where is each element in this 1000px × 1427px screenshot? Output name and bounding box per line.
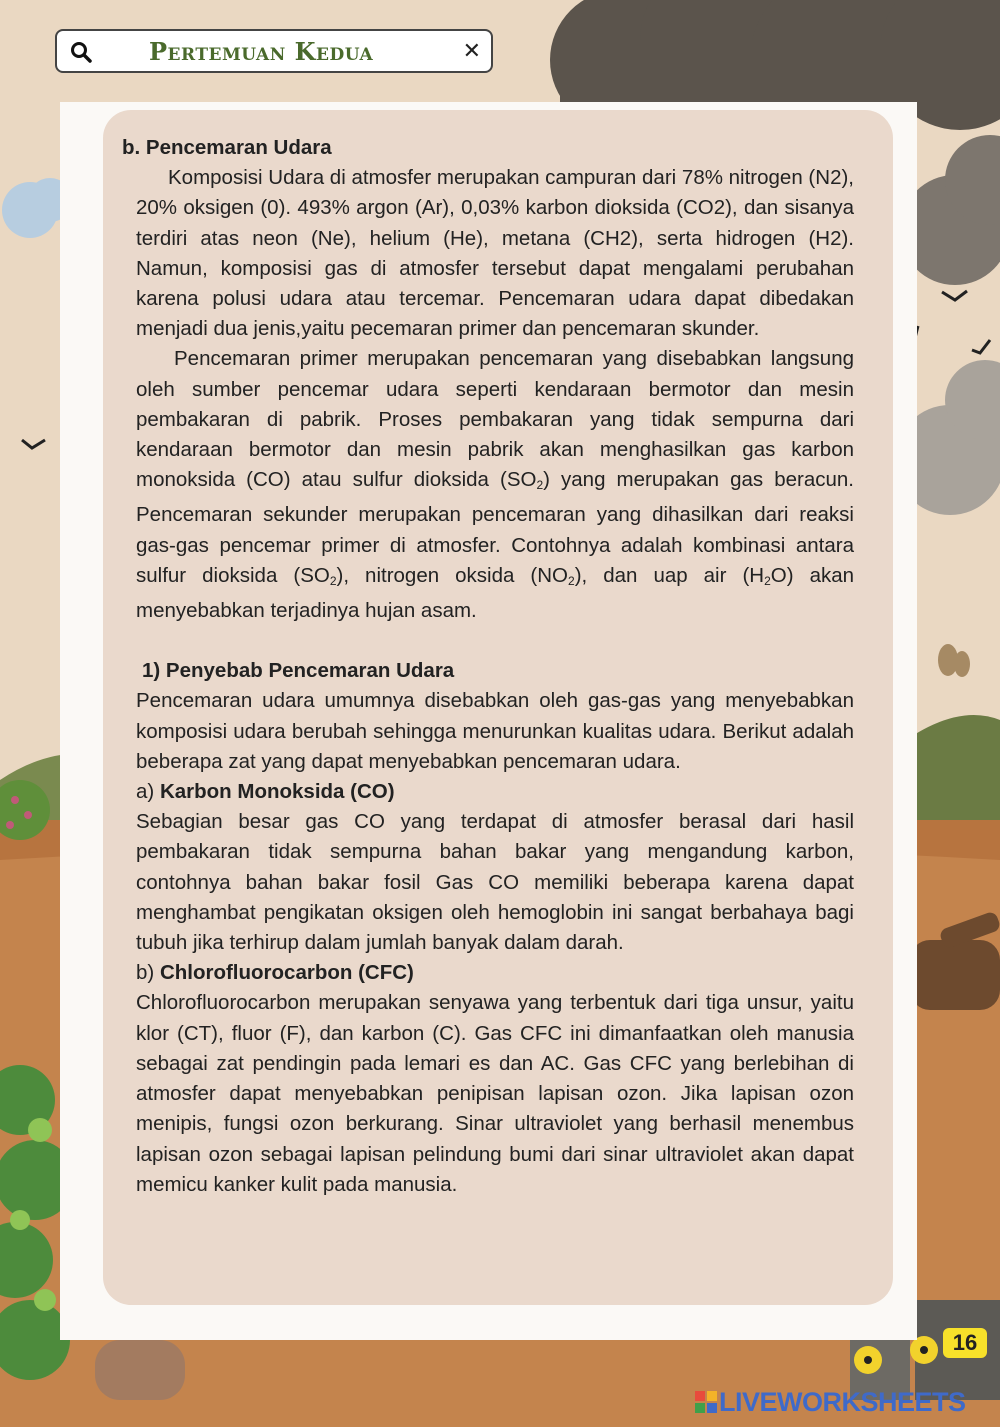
- paragraph-primary-secondary: Pencemaran primer merupakan pencemaran yang disebabkan langsung oleh sumber pencemar udara seperti kendaraan bermotor dan mesin pembakaran di pabrik. Proses pembakaran yang tidak sempurna dari kendaraan bermotor dan mesin pabrik akan menghasilkan gas karbon monoksida (CO) atau sulfur dioksida $(SO_2)$ yang merupakan gas beracun. Pencemaran sekunder merupakan pencemaran yang dihasilkan dari reaksi gas-gas pencemar primer di atmosfer. Contohnya adalah kombinasi antara sulfur dioksida $(SO_2)$, nitrogen oksida $(NO_2)$, dan uap air $(H_2O)$ akan menyebabkan terjadinya hujan asam.: [136, 347, 855, 623]
- search-bar[interactable]: [55, 29, 493, 73]
- paragraph-cfc: Chlorofluorocarbon merupakan senyawa yang terbentuk dari tiga unsur, yaitu klor (CT), fluor (F), dan karbon (C). Gas CFC ini dimanfaatkan oleh manusia sebagai zat pendingin pada lemari es dan AC. Gas CFC yang berlebihan di atmosfer dapat menyebabkan penipisan lapisan ozon. Jika lapisan ozon menipis, fungsi ozon berkurang. Sinar ultraviolet yang berhasil menembus lapisan ozon sebagai lapisan pelindung bumi dari sinar ultraviolet akan dapat memicu kanker kulit pada manusia.: [136, 991, 854, 1196]
- paragraph-composition: Komposisi Udara di atmosfer merupakan campuran dari 78% nitrogen (N2), 20% oksigen (0). 493% argon (Ar), 0,03% karbon dioksida (CO2), dan sisanya terdiri atas neon (Ne), helium (He), metana (CH2), serta hidrogen (H2). Namun, komposisi gas di atmosfer tersebut dapat mengalami perubahan karena polusi udara atau tercemar. Pencemaran udara dapat dibedakan menjadi dua jenis,yaitu pecemaran primer dan pencemaran skunder.: [136, 166, 854, 341]
- item-heading-co: a) Karbon Monoksida (CO): [136, 780, 395, 804]
- page-number: 16: [943, 1328, 987, 1358]
- liveworksheets-logo: LIVEWORKSHEETS: [695, 1387, 966, 1415]
- close-icon[interactable]: ✕: [462, 38, 481, 63]
- section-heading: b. Pencemaran Udara: [122, 136, 332, 159]
- item-heading-cfc: b) Chlorofluorocarbon (CFC): [136, 961, 414, 985]
- page-title: Pertemuan Kedua: [149, 37, 374, 66]
- liveworksheets-logo-icon: [695, 1391, 717, 1413]
- subsection-heading: 1) Penyebab Pencemaran Udara: [142, 659, 455, 683]
- content-text: [122, 133, 855, 1200]
- paragraph-cause-intro: Pencemaran udara umumnya disebabkan oleh gas-gas yang menyebabkan komposisi udara berubah sehingga menurunkan kualitas udara. Berikut adalah beberapa zat yang dapat menyebabkan pencemaran udara.: [136, 689, 854, 773]
- paragraph-co: Sebagian besar gas CO yang terdapat di atmosfer berasal dari hasil pembakaran tidak sempurna bahan bakar yang mengandung karbon, contohnya bahan bakar fosil Gas CO memiliki beberapa karena dapat menghambat pengikatan oksigen oleh hemoglobin ini sangat berbahaya bagi tubuh jika terhirup dalam jumlah banyak dalam darah.: [136, 810, 854, 955]
- search-icon: [69, 40, 93, 64]
